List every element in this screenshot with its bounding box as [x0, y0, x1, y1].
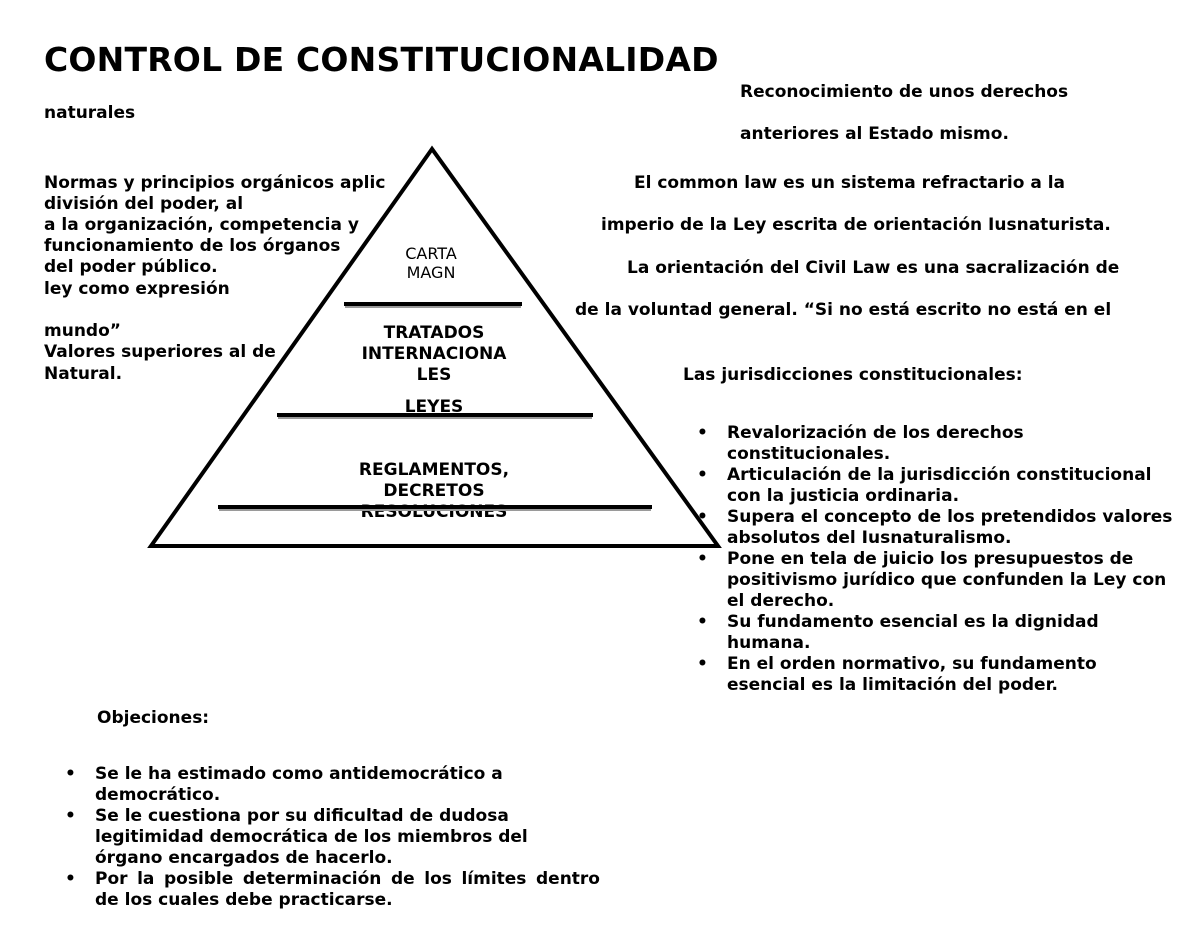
pyramid-level-2-line-3: LES [416, 365, 452, 385]
jurisdictions-heading: Las jurisdicciones constitucionales: [683, 365, 1023, 385]
left-text-line-5: del poder público. [44, 257, 218, 277]
list-item: • Por la posible determinación de los límites dentro de los cuales debe practicarse. [65, 869, 600, 911]
list-item: • Su fundamento esencial es la dignidad humana. [697, 612, 1177, 654]
list-item: • En el orden normativo, su fundamento esencial es la limitación del poder. [697, 654, 1177, 696]
left-text-line-9: Valores superiores al de [44, 342, 276, 362]
pyramid-level-1-line-1: CARTA [405, 244, 457, 263]
civil-law-line-2: de la voluntad general. “Si no está escrito no está en el [575, 300, 1112, 320]
pyramid-level-1-line-2: MAGN [406, 263, 456, 282]
left-text-line-2: división del poder, al [44, 194, 244, 214]
common-law-line-2: imperio de la Ley escrita de orientación Iusnaturista. [601, 215, 1111, 235]
recognition-line-1: Reconocimiento de unos derechos [740, 82, 1069, 102]
objections-list [65, 764, 600, 911]
left-text-line-10: Natural. [44, 364, 123, 384]
left-text-naturales: naturales [44, 103, 136, 123]
list-item: • Se le cuestiona por su dificultad de dudosa legitimidad democrática de los miembros del órgano encargados de hacerlo. [65, 806, 600, 869]
civil-law-line-1: La orientación del Civil Law es una sacralización de [627, 258, 1120, 278]
common-law-line-1: El common law es un sistema refractario a la [634, 173, 1066, 193]
pyramid-level-4-line-3: RESOLUCIONES [360, 502, 508, 522]
pyramid-level-4-line-2: DECRETOS [383, 481, 485, 501]
objections-heading: Objeciones: [97, 708, 210, 728]
left-text-line-4: funcionamiento de los órganos [44, 236, 341, 256]
left-text-line-6: ley como expresión [44, 279, 230, 299]
list-item: • Articulación de la jurisdicción constitucional con la justicia ordinaria. [697, 465, 1177, 507]
page-title: CONTROL DE CONSTITUCIONALIDAD [44, 40, 719, 79]
left-text-line-3: a la organización, competencia y [44, 215, 359, 235]
left-text-line-1: Normas y principios orgánicos aplic [44, 173, 386, 193]
pyramid-level-leyes: LEYES [404, 397, 464, 417]
list-item: • Revalorización de los derechos constitucionales. [697, 423, 1177, 465]
recognition-line-2: anteriores al Estado mismo. [740, 124, 1009, 144]
list-item: • Pone en tela de juicio los presupuestos de positivismo jurídico que confunden la Ley con el derecho. [697, 549, 1177, 612]
pyramid-level-4-line-1: REGLAMENTOS, [358, 460, 510, 480]
list-item: • Se le ha estimado como antidemocrático a democrático. [65, 764, 600, 806]
left-text-line-8: mundo” [44, 321, 121, 341]
pyramid-level-2-line-1: TRATADOS [383, 323, 485, 343]
list-item: • Supera el concepto de los pretendidos valores absolutos del Iusnaturalismo. [697, 507, 1177, 549]
pyramid-level-2-line-2: INTERNACIONA [361, 344, 507, 364]
